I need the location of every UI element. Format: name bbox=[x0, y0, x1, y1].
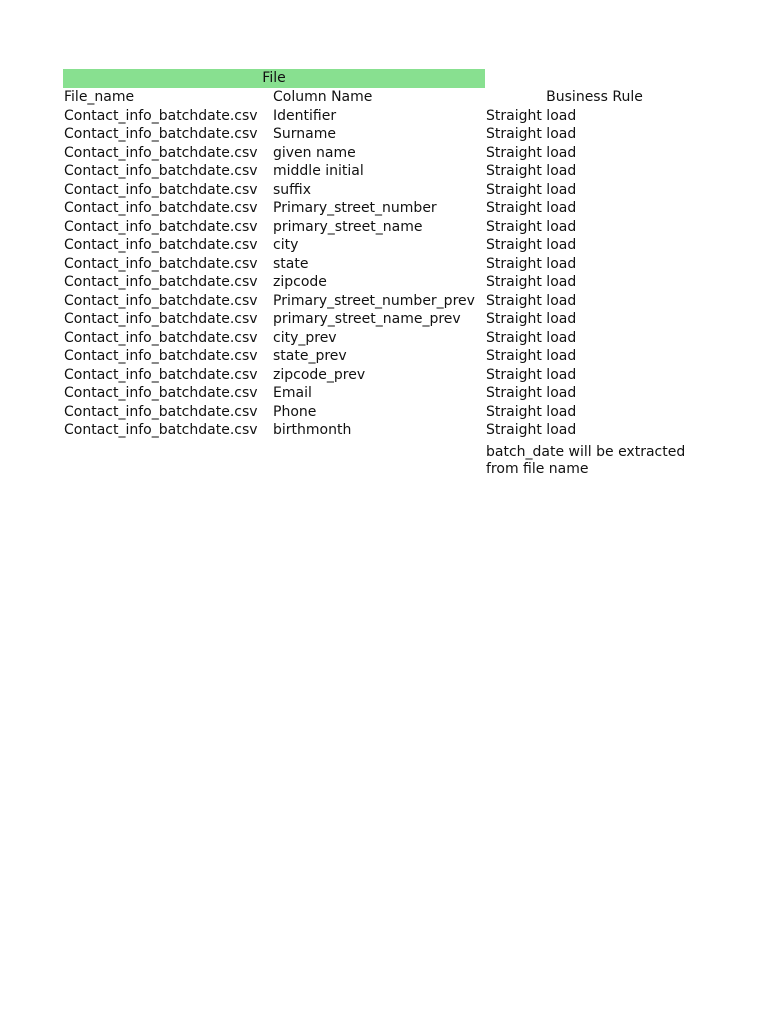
business-rule-cell[interactable]: Straight load bbox=[486, 422, 577, 438]
note-cell[interactable]: batch_date will be extracted from file name bbox=[486, 443, 686, 477]
column-name-cell[interactable]: Email bbox=[273, 385, 312, 401]
file-name-cell[interactable]: Contact_info_batchdate.csv bbox=[64, 181, 258, 198]
column-name-cell[interactable]: Primary_street_number_prev bbox=[273, 292, 475, 309]
column-name-cell[interactable]: city bbox=[273, 237, 299, 253]
business-rule-cell[interactable]: Straight load bbox=[486, 181, 577, 198]
file-name-cell[interactable]: Contact_info_batchdate.csv bbox=[64, 385, 258, 401]
business-rule-cell[interactable]: Straight load bbox=[486, 348, 577, 364]
table-row bbox=[63, 403, 703, 422]
file-name-cell[interactable]: Contact_info_batchdate.csv bbox=[64, 292, 258, 309]
column-name-cell[interactable]: birthmonth bbox=[273, 422, 352, 438]
table-row bbox=[63, 347, 703, 366]
file-name-cell[interactable]: Contact_info_batchdate.csv bbox=[64, 163, 258, 179]
column-name-cell[interactable]: Surname bbox=[273, 126, 336, 142]
file-name-cell[interactable]: Contact_info_batchdate.csv bbox=[64, 255, 258, 272]
column-name-cell[interactable]: primary_street_name bbox=[273, 218, 423, 235]
business-rule-cell[interactable]: Straight load bbox=[486, 292, 577, 309]
table-row bbox=[63, 199, 703, 218]
file-name-cell[interactable]: Contact_info_batchdate.csv bbox=[64, 144, 258, 161]
column-name-cell[interactable]: city_prev bbox=[273, 329, 337, 346]
table-row bbox=[63, 384, 703, 403]
table-row bbox=[63, 421, 703, 440]
file-name-cell[interactable]: Contact_info_batchdate.csv bbox=[64, 366, 258, 383]
file-name-cell[interactable]: Contact_info_batchdate.csv bbox=[64, 403, 258, 420]
business-rule-cell[interactable]: Straight load bbox=[486, 385, 577, 401]
table-row bbox=[63, 273, 703, 292]
business-rule-cell[interactable]: Straight load bbox=[486, 366, 577, 383]
header-column-name[interactable]: Column Name bbox=[273, 89, 373, 105]
table-body bbox=[63, 107, 703, 440]
group-header-file[interactable]: File bbox=[63, 69, 485, 88]
file-name-cell[interactable]: Contact_info_batchdate.csv bbox=[64, 200, 258, 216]
table-row bbox=[63, 107, 703, 126]
business-rule-cell[interactable]: Straight load bbox=[486, 107, 577, 124]
column-name-cell[interactable]: middle initial bbox=[273, 163, 364, 179]
column-name-cell[interactable]: given name bbox=[273, 144, 356, 161]
file-name-cell[interactable]: Contact_info_batchdate.csv bbox=[64, 218, 258, 235]
file-name-cell[interactable]: Contact_info_batchdate.csv bbox=[64, 237, 258, 253]
file-name-cell[interactable]: Contact_info_batchdate.csv bbox=[64, 274, 258, 290]
table-row bbox=[63, 255, 703, 274]
table-row bbox=[63, 218, 703, 237]
business-rule-cell[interactable]: Straight load bbox=[486, 126, 577, 142]
file-name-cell[interactable]: Contact_info_batchdate.csv bbox=[64, 311, 258, 327]
table-row bbox=[63, 366, 703, 385]
header-row bbox=[63, 88, 703, 107]
file-name-cell[interactable]: Contact_info_batchdate.csv bbox=[64, 348, 258, 364]
file-name-cell[interactable]: Contact_info_batchdate.csv bbox=[64, 422, 258, 438]
business-rule-cell[interactable]: Straight load bbox=[486, 200, 577, 216]
column-name-cell[interactable]: zipcode bbox=[273, 274, 327, 290]
column-name-cell[interactable]: state bbox=[273, 255, 309, 272]
table-row bbox=[63, 144, 703, 163]
header-business-rule[interactable]: Business Rule bbox=[546, 89, 643, 105]
table-row bbox=[63, 162, 703, 181]
business-rule-cell[interactable]: Straight load bbox=[486, 403, 577, 420]
column-name-cell[interactable]: Identifier bbox=[273, 107, 337, 124]
table-row bbox=[63, 125, 703, 144]
spreadsheet bbox=[63, 69, 703, 478]
file-name-cell[interactable]: Contact_info_batchdate.csv bbox=[64, 107, 258, 124]
file-name-cell[interactable]: Contact_info_batchdate.csv bbox=[64, 329, 258, 346]
table-row bbox=[63, 329, 703, 348]
business-rule-cell[interactable]: Straight load bbox=[486, 144, 577, 161]
column-name-cell[interactable]: state_prev bbox=[273, 348, 347, 364]
table-row bbox=[63, 310, 703, 329]
file-name-cell[interactable]: Contact_info_batchdate.csv bbox=[64, 126, 258, 142]
business-rule-cell[interactable]: Straight load bbox=[486, 237, 577, 253]
business-rule-cell[interactable]: Straight load bbox=[486, 255, 577, 272]
table-row bbox=[63, 236, 703, 255]
business-rule-cell[interactable]: Straight load bbox=[486, 329, 577, 346]
business-rule-cell[interactable]: Straight load bbox=[486, 218, 577, 235]
column-name-cell[interactable]: Primary_street_number bbox=[273, 200, 437, 216]
column-name-cell[interactable]: primary_street_name_prev bbox=[273, 311, 461, 327]
column-name-cell[interactable]: suffix bbox=[273, 181, 311, 198]
table-row bbox=[63, 292, 703, 311]
column-name-cell[interactable]: Phone bbox=[273, 403, 317, 420]
business-rule-cell[interactable]: Straight load bbox=[486, 163, 577, 179]
business-rule-cell[interactable]: Straight load bbox=[486, 274, 577, 290]
business-rule-cell[interactable]: Straight load bbox=[486, 311, 577, 327]
header-file-name[interactable]: File_name bbox=[64, 89, 135, 105]
column-name-cell[interactable]: zipcode_prev bbox=[273, 366, 366, 383]
table-row bbox=[63, 181, 703, 200]
